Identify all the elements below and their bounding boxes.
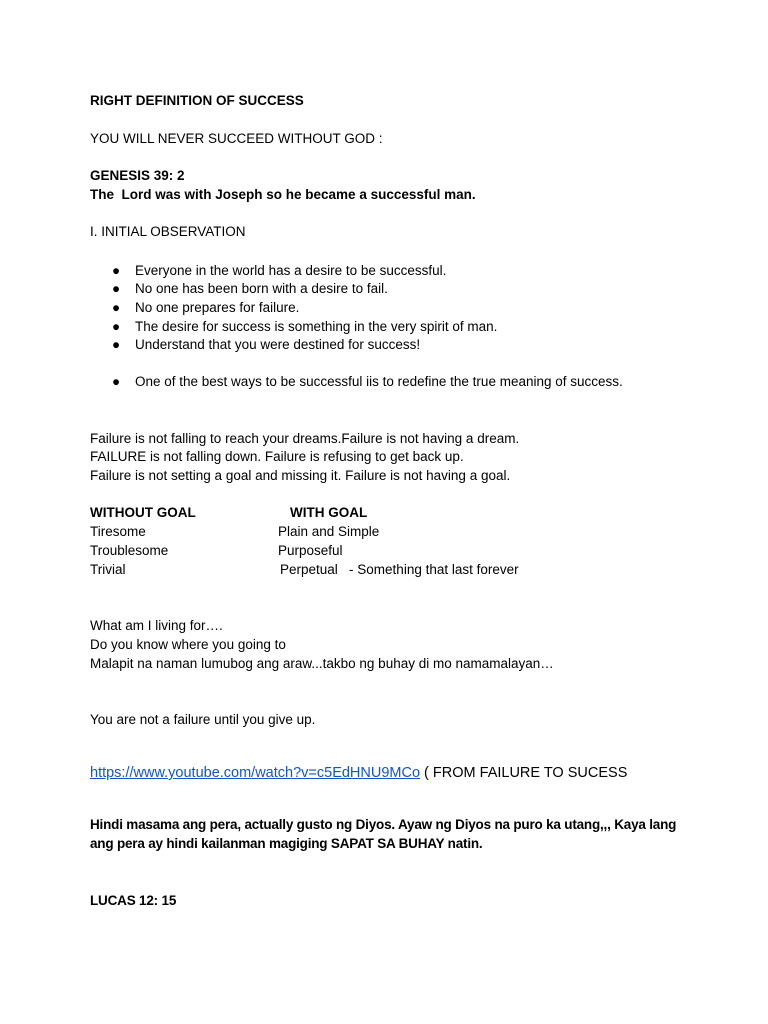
bullet-glyph: ● <box>112 281 121 296</box>
with-goal-item: Purposeful <box>278 543 343 558</box>
without-goal-item: Trivial <box>90 562 126 577</box>
list-item: No one prepares for failure. <box>135 300 300 315</box>
subtitle: YOU WILL NEVER SUCCEED WITHOUT GOD : <box>90 131 383 146</box>
verse-reference: GENESIS 39: 2 <box>90 168 185 183</box>
bullet-glyph: ● <box>112 319 121 334</box>
youtube-link[interactable]: https://www.youtube.com/watch?v=c5EdHNU9MCo <box>90 765 421 781</box>
money-line: ang pera ay hindi kailanman magiging SAPAT SA BUHAY natin. <box>90 836 483 851</box>
document-title: RIGHT DEFINITION OF SUCCESS <box>90 93 304 108</box>
list-item: One of the best ways to be successful iis to redefine the true meaning of success. <box>135 374 623 389</box>
question-line: Malapit na naman lumubog ang araw...takbo ng buhay di mo namamalayan… <box>90 656 554 671</box>
question-line: Do you know where you going to <box>90 637 286 652</box>
with-goal-item: Plain and Simple <box>278 524 380 539</box>
video-link-line <box>90 764 627 782</box>
with-goal-item: Perpetual - Something that last forever <box>280 562 519 577</box>
list-item: Everyone in the world has a desire to be successful. <box>135 263 447 278</box>
failure-line: Failure is not setting a goal and missing it. Failure is not having a goal. <box>90 468 511 483</box>
without-goal-item: Troublesome <box>90 543 169 558</box>
verse-text: The Lord was with Joseph so he became a successful man. <box>90 187 476 202</box>
failure-line: Failure is not falling to reach your dreams.Failure is not having a dream. <box>90 431 520 446</box>
list-item: No one has been born with a desire to fail. <box>135 281 388 296</box>
bullet-glyph: ● <box>112 374 121 389</box>
with-goal-header: WITH GOAL <box>290 505 368 520</box>
failure-line: FAILURE is not falling down. Failure is refusing to get back up. <box>90 449 464 464</box>
list-item: Understand that you were destined for success! <box>135 337 421 352</box>
money-line: Hindi masama ang pera, actually gusto ng Diyos. Ayaw ng Diyos na puro ka utang,,, Kaya lang <box>90 817 677 832</box>
question-line: What am I living for…. <box>90 618 223 633</box>
without-goal-item: Tiresome <box>90 524 146 539</box>
section-heading: I. INITIAL OBSERVATION <box>90 224 246 239</box>
not-failure-line: You are not a failure until you give up. <box>90 712 316 727</box>
bullet-glyph: ● <box>112 337 121 352</box>
list-item: The desire for success is something in the very spirit of man. <box>135 319 498 334</box>
bullet-glyph: ● <box>112 263 121 278</box>
without-goal-header: WITHOUT GOAL <box>90 505 196 520</box>
closing-reference: LUCAS 12: 15 <box>90 893 177 908</box>
link-suffix: ( FROM FAILURE TO SUCESS <box>420 765 628 781</box>
bullet-glyph: ● <box>112 300 121 315</box>
